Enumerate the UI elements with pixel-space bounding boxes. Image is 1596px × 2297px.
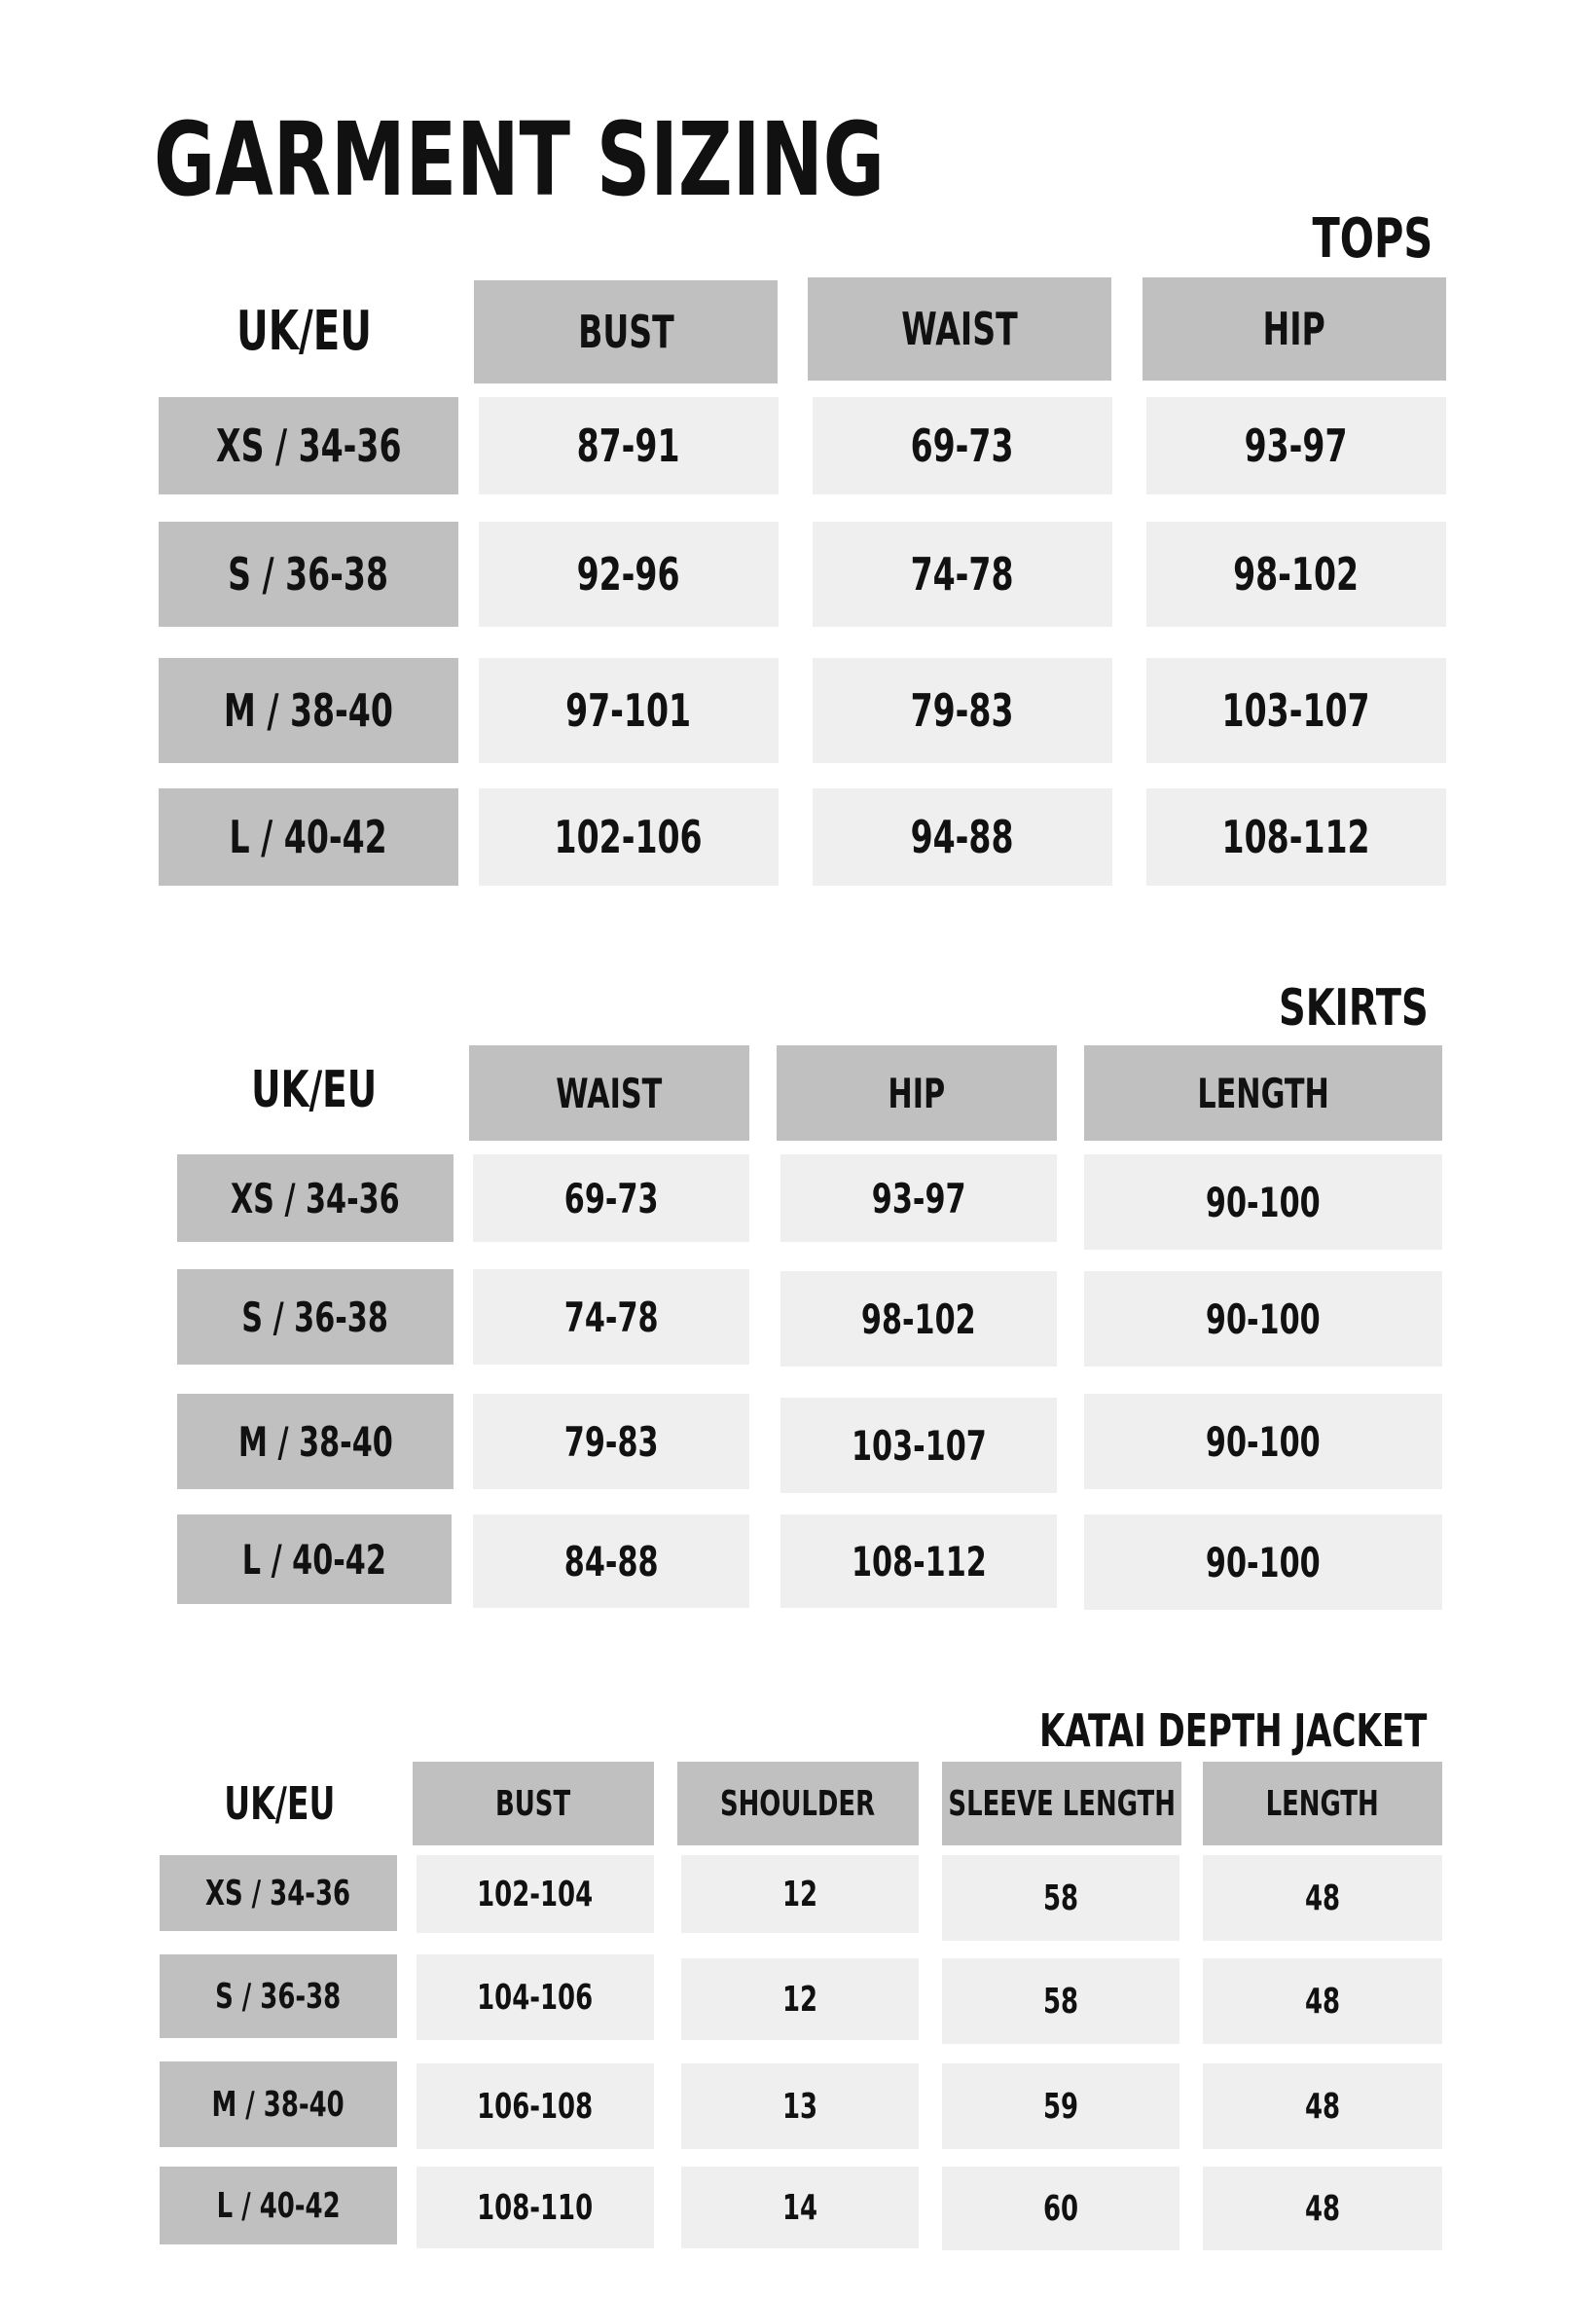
jacket-header-length: LENGTH (1203, 1762, 1442, 1845)
skirts-cell: 93-97 (780, 1154, 1057, 1242)
jacket-cell: 14 (681, 2167, 919, 2248)
tops-cell: 93-97 (1146, 397, 1446, 494)
tops-size-l: L / 40-42 (159, 788, 458, 886)
jacket-header-sleeve-length: SLEEVE LENGTH (942, 1762, 1181, 1845)
skirts-section-title: SKIRTS (1279, 979, 1429, 1038)
tops-cell: 87-91 (479, 397, 779, 494)
jacket-cell: 12 (681, 1958, 919, 2040)
skirts-size-l: L / 40-42 (177, 1514, 452, 1604)
tops-header-hip: HIP (1143, 277, 1446, 381)
skirts-cell: 69-73 (473, 1154, 749, 1242)
jacket-cell: 48 (1203, 2167, 1442, 2250)
jacket-cell: 108-110 (417, 2167, 654, 2248)
skirts-cell: 90-100 (1084, 1154, 1442, 1250)
skirts-cell: 84-88 (473, 1514, 749, 1608)
skirts-cell: 90-100 (1084, 1271, 1442, 1367)
tops-size-xs: XS / 34-36 (159, 397, 458, 494)
tops-header-bust: BUST (474, 280, 778, 383)
skirts-cell: 90-100 (1084, 1514, 1442, 1610)
tops-cell: 69-73 (813, 397, 1112, 494)
tops-cell: 94-88 (813, 788, 1112, 886)
tops-cell: 108-112 (1146, 788, 1446, 886)
jacket-cell: 58 (942, 1958, 1179, 2044)
jacket-cell: 13 (681, 2063, 919, 2149)
jacket-cell: 106-108 (417, 2063, 654, 2149)
skirts-size-xs: XS / 34-36 (177, 1154, 453, 1242)
jacket-cell: 12 (681, 1855, 919, 1933)
jacket-cell: 59 (942, 2063, 1179, 2149)
tops-cell: 98-102 (1146, 522, 1446, 627)
page-title: GARMENT SIZING (154, 100, 885, 219)
tops-cell: 97-101 (479, 658, 779, 763)
jacket-cell: 104-106 (417, 1954, 654, 2040)
skirts-size-m: M / 38-40 (177, 1394, 453, 1489)
skirts-corner-label: UK/EU (250, 1061, 378, 1119)
tops-cell: 74-78 (813, 522, 1112, 627)
jacket-section-title: KATAI DEPTH JACKET (1038, 1704, 1427, 1757)
skirts-cell: 98-102 (780, 1271, 1057, 1367)
tops-size-m: M / 38-40 (159, 658, 458, 763)
tops-cell: 92-96 (479, 522, 779, 627)
tops-header-waist: WAIST (808, 277, 1111, 381)
jacket-size-l: L / 40-42 (160, 2167, 397, 2244)
skirts-header-hip: HIP (777, 1045, 1057, 1141)
jacket-cell: 58 (942, 1855, 1179, 1941)
tops-cell: 102-106 (479, 788, 779, 886)
jacket-size-xs: XS / 34-36 (160, 1855, 397, 1931)
skirts-cell: 90-100 (1084, 1394, 1442, 1489)
skirts-header-length: LENGTH (1084, 1045, 1442, 1141)
jacket-size-m: M / 38-40 (160, 2061, 397, 2147)
jacket-cell: 48 (1203, 1855, 1442, 1941)
tops-cell: 79-83 (813, 658, 1112, 763)
skirts-cell: 74-78 (473, 1269, 749, 1365)
jacket-cell: 48 (1203, 1958, 1442, 2044)
jacket-header-bust: BUST (413, 1762, 654, 1845)
jacket-cell: 60 (942, 2167, 1179, 2250)
skirts-header-waist: WAIST (469, 1045, 749, 1141)
skirts-cell: 103-107 (780, 1398, 1057, 1493)
tops-section-title: TOPS (1312, 207, 1433, 271)
jacket-cell: 48 (1203, 2063, 1442, 2149)
skirts-size-s: S / 36-38 (177, 1269, 453, 1365)
skirts-cell: 108-112 (780, 1514, 1057, 1608)
skirts-cell: 79-83 (473, 1394, 749, 1489)
jacket-corner-label: UK/EU (223, 1777, 336, 1830)
jacket-cell: 102-104 (417, 1855, 654, 1933)
tops-corner-label: UK/EU (236, 299, 372, 363)
tops-cell: 103-107 (1146, 658, 1446, 763)
jacket-header-shoulder: SHOULDER (677, 1762, 919, 1845)
jacket-size-s: S / 36-38 (160, 1954, 397, 2038)
tops-size-s: S / 36-38 (159, 522, 458, 627)
